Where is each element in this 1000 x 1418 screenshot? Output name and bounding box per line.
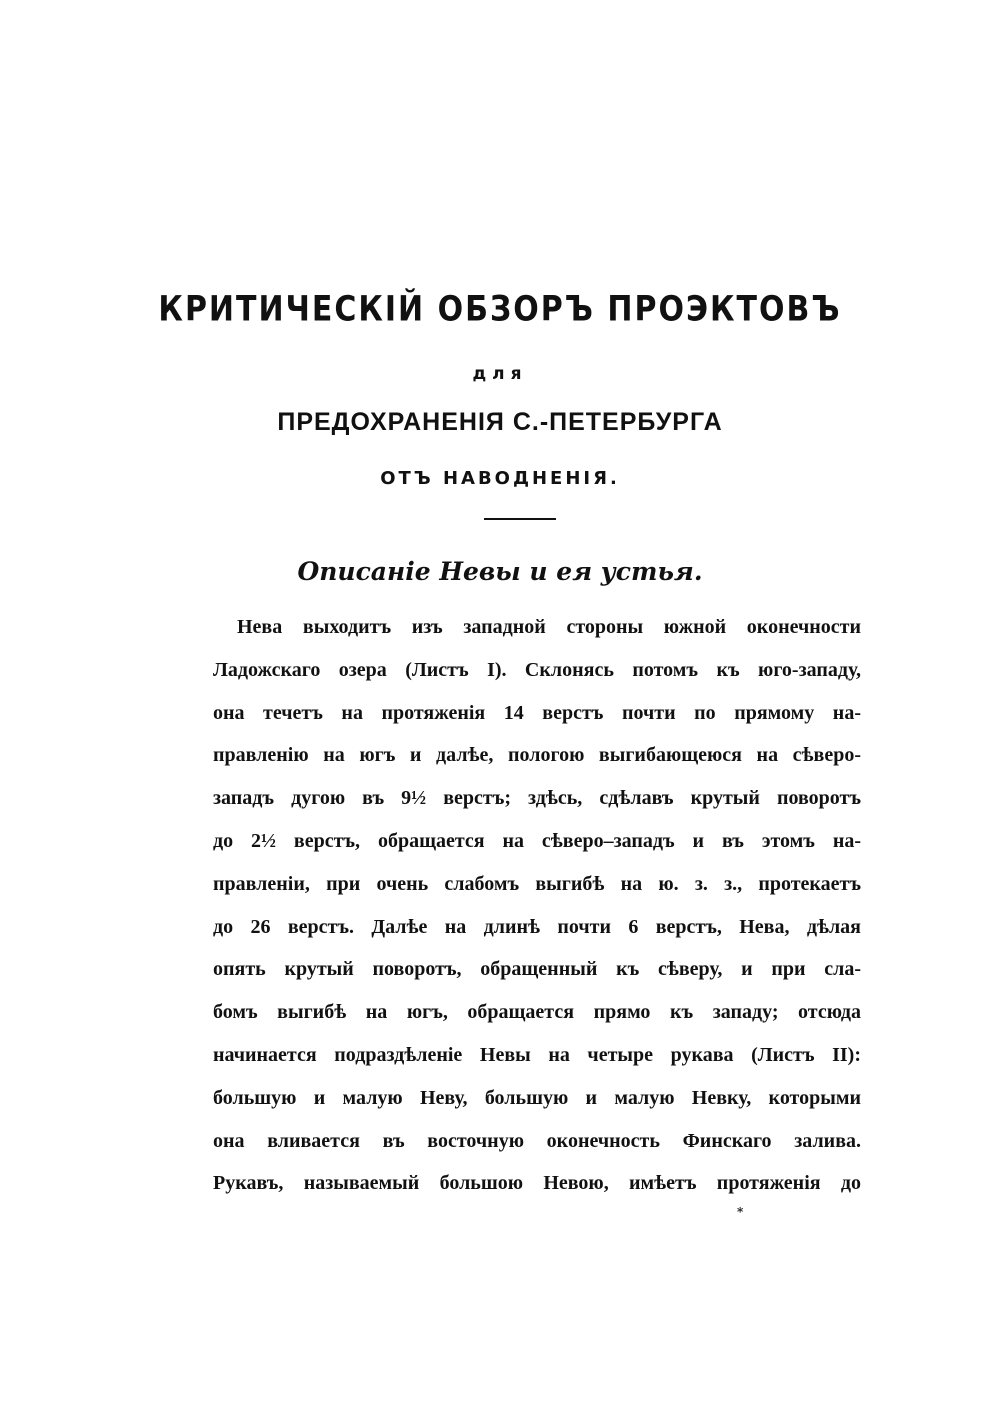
text-line: бомъ выгибѣ на югъ, обращается прямо къ западу; отсюда <box>213 1001 861 1024</box>
text-line: большую и малую Неву, большую и малую Невку, которыми <box>213 1086 861 1109</box>
text-line: она вливается въ восточную оконечность Финскаго залива. <box>213 1129 861 1152</box>
text-line: до 26 верстъ. Далѣе на длинѣ почти 6 верстъ, Нева, дѣлая <box>213 915 861 938</box>
text-line: начинается подраздѣленіе Невы на четыре рукава (Листъ II): <box>213 1043 861 1066</box>
text-line: западъ дугою въ 9½ верстъ; здѣсь, сдѣлавъ крутый поворотъ <box>213 787 861 810</box>
page-mark: * <box>737 1205 744 1219</box>
title-connector: для <box>472 364 528 384</box>
text-line: Ладожскаго озера (Листъ I). Склонясь потомъ къ юго-западу, <box>213 658 861 681</box>
title-divider <box>484 518 556 520</box>
text-line: Нева выходитъ изъ западной стороны южной оконечности <box>237 616 861 638</box>
text-line: правленію на югъ и далѣе, пологою выгибающеюся на сѣверо- <box>213 744 861 767</box>
text-line: Рукавъ, называемый большою Невою, имѣетъ протяженія до <box>213 1172 861 1195</box>
text-line: правленіи, при очень слабомъ выгибѣ на ю. з. з., протекаетъ <box>213 872 861 895</box>
document-title: КРИТИЧЕСКІЙ ОБЗОРЪ ПРОЭКТОВЪ <box>158 289 842 330</box>
section-heading: Описаніе Невы и ея устья. <box>297 557 703 586</box>
document-subtitle-end: ОТЪ НАВОДНЕНІЯ. <box>380 468 620 489</box>
text-line: опять крутый поворотъ, обращенный къ сѣверу, и при сла- <box>213 958 861 981</box>
body-paragraph <box>213 606 861 1205</box>
text-line: она течетъ на протяженія 14 верстъ почти по прямому на- <box>213 701 861 724</box>
document-subtitle: ПРЕДОХРАНЕНІЯ С.-ПЕТЕРБУРГА <box>277 408 723 436</box>
text-line: до 2½ верстъ, обращается на сѣверо–западъ и въ этомъ на- <box>213 829 861 852</box>
